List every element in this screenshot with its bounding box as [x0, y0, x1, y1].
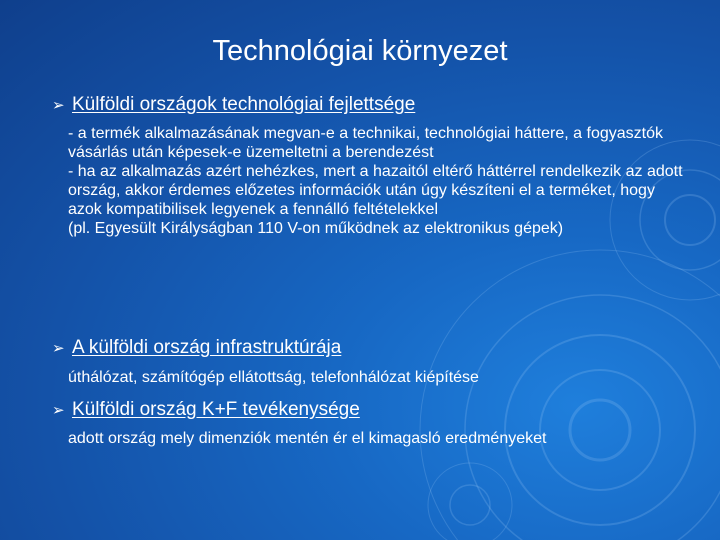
- arrow-bullet-icon: ➢: [52, 340, 65, 357]
- section-2-details: [68, 368, 688, 387]
- detail-line: - a termék alkalmazásának megvan-e a technikai, technológiai háttere, a fogyasztók vásárlás után képesek-e üzemeltetni a berendezést: [68, 125, 663, 161]
- bullet-rnd: [52, 398, 360, 423]
- detail-line: adott ország mely dimenziók mentén ér el kimagasló eredményeket: [68, 430, 547, 447]
- bullet-technological-development: [52, 93, 415, 118]
- bullet-infrastructure: [52, 336, 341, 361]
- bullet-heading: Külföldi országok technológiai fejlettsége: [72, 94, 416, 115]
- arrow-bullet-icon: ➢: [52, 97, 65, 114]
- arrow-bullet-icon: ➢: [52, 402, 65, 419]
- detail-line: úthálózat, számítógép ellátottság, telefonhálózat kiépítése: [68, 369, 479, 386]
- detail-line: (pl. Egyesült Királyságban 110 V-on működnek az elektronikus gépek): [68, 220, 564, 237]
- bullet-heading: Külföldi ország K+F tevékenysége: [72, 399, 360, 420]
- section-1-details: [68, 124, 688, 238]
- bullet-heading: A külföldi ország infrastruktúrája: [72, 337, 342, 358]
- detail-line: - ha az alkalmazás azért nehézkes, mert a hazaitól eltérő háttérrel rendelkezik az adott ország, akkor érdemes előzetes információk után úgy készíteni el a terméket, hogy azok kompatibilisek legyenek a fennálló feltételekkel: [68, 163, 683, 218]
- slide-title: Technológiai környezet: [212, 35, 508, 67]
- section-3-details: [68, 429, 688, 448]
